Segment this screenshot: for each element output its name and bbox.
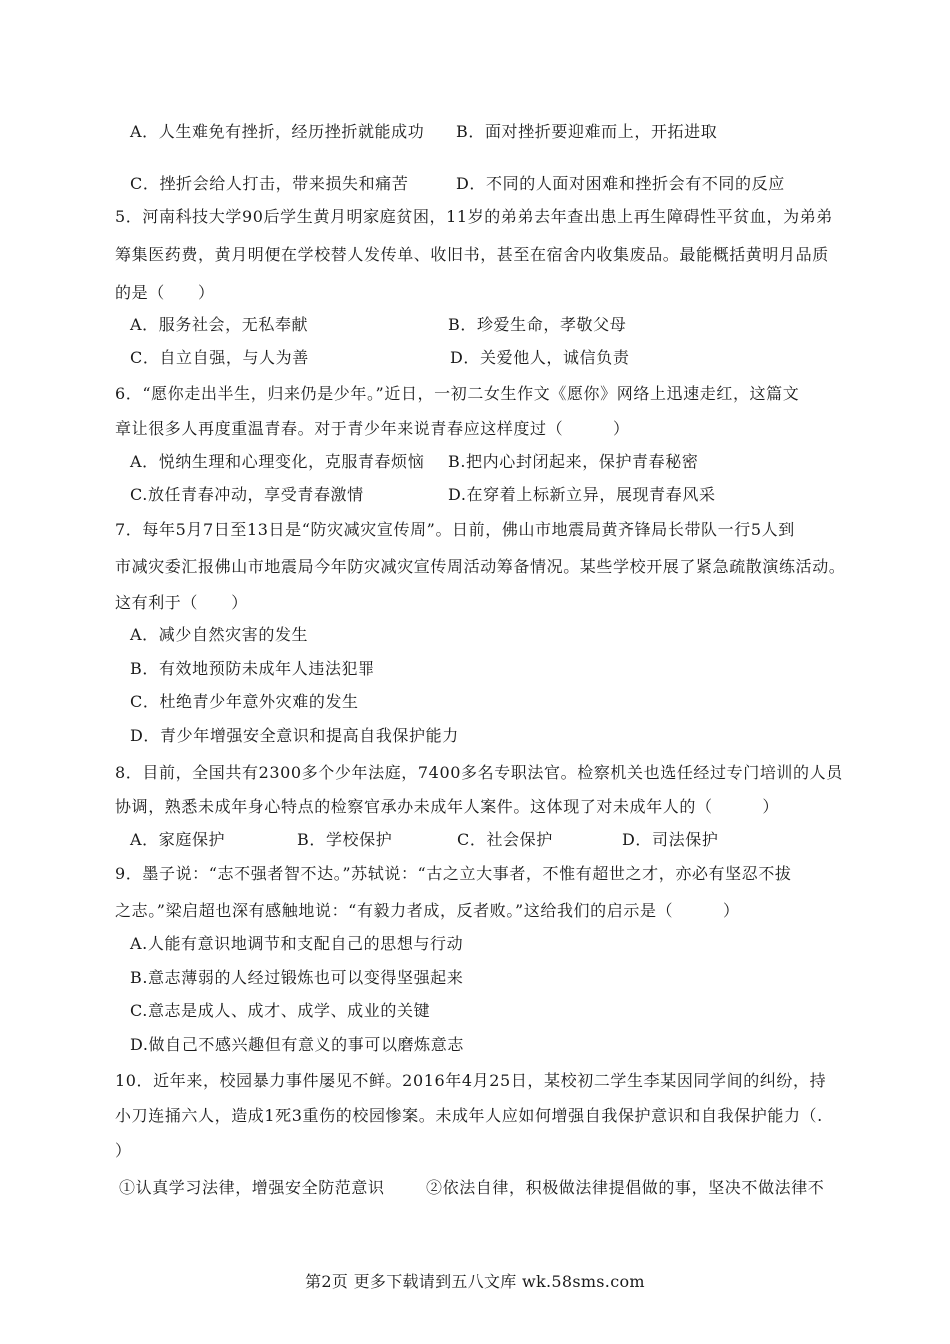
q7-stem-line3: 这有利于（ ） (115, 593, 248, 612)
q6-option-b: B.把内心封闭起来，保护青春秘密 (448, 452, 699, 471)
q4-option-a: A．人生难免有挫折，经历挫折就能成功 (130, 122, 425, 141)
q9-stem-line1: 9．墨子说：“志不强者智不达。”苏轼说：“古之立大事者，不惟有超世之才，亦必有坚忍不拔 (115, 864, 792, 883)
q4-option-b: B．面对挫折要迎难而上，开拓进取 (456, 122, 718, 141)
q5-stem-line1: 5．河南科技大学90后学生黄月明家庭贫困，11岁的弟弟去年查出患上再生障碍性平贫血，为弟弟 (115, 207, 833, 226)
q5-option-b: B．珍爱生命，孝敬父母 (448, 315, 627, 334)
q7-option-d: D．青少年增强安全意识和提高自我保护能力 (130, 726, 459, 745)
q10-item-2: ②依法自律，积极做法律提倡做的事，坚决不做法律不 (426, 1178, 825, 1197)
q8-option-b: B．学校保护 (297, 830, 393, 849)
q5-option-a: A．服务社会，无私奉献 (130, 315, 309, 334)
q5-stem-line2: 筹集医药费，黄月明便在学校替人发传单、收旧书，甚至在宿舍内收集废品。最能概括黄明月品质 (115, 245, 829, 264)
q5-stem-line3: 的是（ ） (115, 283, 215, 302)
q9-option-c: C.意志是成人、成才、成学、成业的关键 (130, 1001, 431, 1020)
q8-stem-line2: 协调，熟悉未成年身心特点的检察官承办未成年人案件。这体现了对未成年人的（ ） (115, 797, 780, 816)
q5-option-c: C．自立自强，与人为善 (130, 348, 309, 367)
q7-option-c: C．杜绝青少年意外灾难的发生 (130, 692, 359, 711)
q6-stem-line2: 章让很多人再度重温青春。对于青少年来说青春应这样度过（ ） (115, 419, 630, 438)
q9-option-d: D.做自己不感兴趣但有意义的事可以磨炼意志 (130, 1035, 464, 1054)
q4-option-c: C．挫折会给人打击，带来损失和痛苦 (130, 174, 409, 193)
q10-item-1: ①认真学习法律，增强安全防范意识 (119, 1178, 385, 1197)
q10-stem-line3: ） (115, 1141, 132, 1160)
q9-option-a: A.人能有意识地调节和支配自己的思想与行动 (130, 934, 464, 953)
q8-option-d: D．司法保护 (622, 830, 719, 849)
q10-stem-line2: 小刀连捅六人，造成1死3重伤的校园惨案。未成年人应如何增强自我保护意识和自我保护能力（. (115, 1106, 823, 1125)
q6-option-c: C.放任青春冲动，享受青春激情 (130, 485, 364, 504)
q6-option-a: A．悦纳生理和心理变化，克服青春烦恼 (130, 452, 425, 471)
q6-option-d: D.在穿着上标新立异，展现青春风采 (448, 485, 716, 504)
q4-option-d: D．不同的人面对困难和挫折会有不同的反应 (456, 174, 785, 193)
q6-stem-line1: 6．“愿你走出半生，归来仍是少年。”近日，一初二女生作文《愿你》网络上迅速走红，这篇文 (115, 384, 800, 403)
q8-option-c: C．社会保护 (457, 830, 553, 849)
page-footer: 第2页 更多下载请到五八文库 wk.58sms.com (305, 1272, 645, 1291)
q5-option-d: D．关爱他人，诚信负责 (450, 348, 630, 367)
q9-option-b: B.意志薄弱的人经过锻炼也可以变得坚强起来 (130, 968, 464, 987)
q7-option-b: B．有效地预防未成年人违法犯罪 (130, 659, 375, 678)
q10-stem-line1: 10．近年来，校园暴力事件屡见不鲜。2016年4月25日，某校初二学生李某因同学间的纠纷，持 (115, 1071, 827, 1090)
q7-option-a: A．减少自然灾害的发生 (130, 625, 309, 644)
q7-stem-line1: 7．每年5月7日至13日是“防灾减灾宣传周”。日前，佛山市地震局黄齐锋局长带队一行5人到 (115, 520, 795, 539)
q7-stem-line2: 市减灾委汇报佛山市地震局今年防灾减灾宣传周活动筹备情况。某些学校开展了紧急疏散演练活动。 (115, 557, 846, 576)
q9-stem-line2: 之志。”梁启超也深有感触地说：“有毅力者成，反者败。”这给我们的启示是（ ） (115, 901, 740, 920)
q8-option-a: A．家庭保护 (130, 830, 226, 849)
q8-stem-line1: 8．目前，全国共有2300多个少年法庭，7400多名专职法官。检察机关也选任经过专门培训的人员 (115, 763, 843, 782)
